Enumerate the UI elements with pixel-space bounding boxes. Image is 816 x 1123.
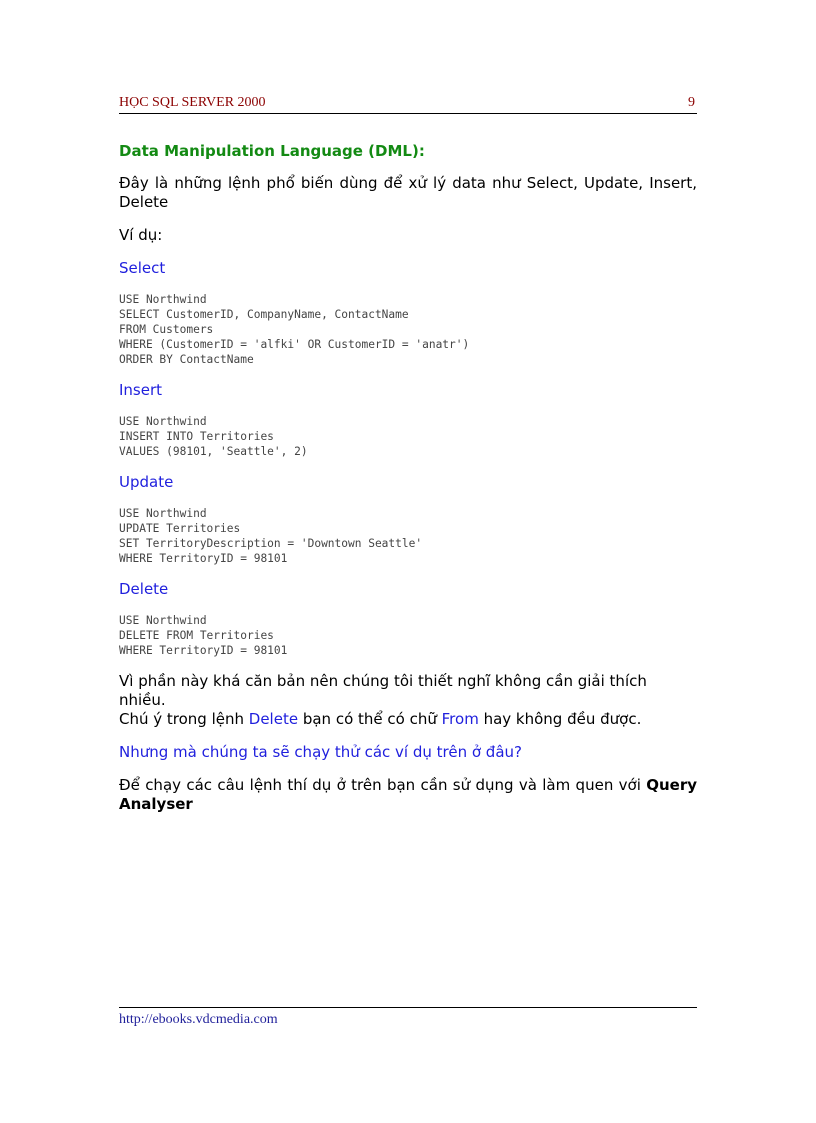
- document-title: HỌC SQL SERVER 2000: [119, 95, 266, 110]
- select-label: Select: [119, 259, 166, 277]
- page-header: [119, 95, 697, 114]
- note-line2-c: hay không đều được.: [478, 710, 642, 728]
- footer-url[interactable]: http://ebooks.vdcmedia.com: [119, 1012, 278, 1027]
- note-line1: Vì phần này khá căn bản nên chúng tôi thiết nghĩ không cần giải thích nhiều.: [119, 672, 647, 709]
- note-paragraph: [119, 672, 697, 729]
- intro-paragraph: Đây là những lệnh phổ biến dùng để xử lý data như Select, Update, Insert, Delete: [119, 174, 697, 211]
- closing-paragraph: [119, 776, 697, 814]
- note-line2-a: Chú ý trong lệnh: [119, 710, 249, 728]
- delete-code-block: USE Northwind DELETE FROM Territories WHERE TerritoryID = 98101: [119, 614, 288, 657]
- note-line2-b: bạn có thể có chữ: [298, 710, 442, 728]
- page-content: [119, 142, 697, 828]
- example-label: Ví dụ:: [119, 226, 163, 244]
- closing-text: Để chạy các câu lệnh thí dụ ở trên bạn cần sử dụng và làm quen với: [119, 776, 647, 794]
- insert-label: Insert: [119, 381, 163, 399]
- insert-code-block: USE Northwind INSERT INTO Territories VALUES (98101, 'Seattle', 2): [119, 415, 308, 458]
- note-from-keyword: From: [441, 710, 479, 728]
- query-analyser-term: Query Analyser: [119, 776, 697, 813]
- page-footer: [119, 1007, 697, 1028]
- delete-label: Delete: [119, 580, 169, 598]
- update-label: Update: [119, 473, 174, 491]
- update-code-block: USE Northwind UPDATE Territories SET TerritoryDescription = 'Downtown Seattle' WHERE TerritoryID = 98101: [119, 507, 423, 565]
- select-code-block: USE Northwind SELECT CustomerID, CompanyName, ContactName FROM Customers WHERE (CustomerID = 'alfki' OR CustomerID = 'anatr') ORDER BY ContactName: [119, 293, 470, 366]
- section-heading: Data Manipulation Language (DML):: [119, 142, 425, 160]
- page-number: 9: [688, 95, 695, 110]
- note-delete-keyword: Delete: [248, 710, 299, 728]
- question-text: Nhưng mà chúng ta sẽ chạy thử các ví dụ trên ở đâu?: [119, 743, 522, 761]
